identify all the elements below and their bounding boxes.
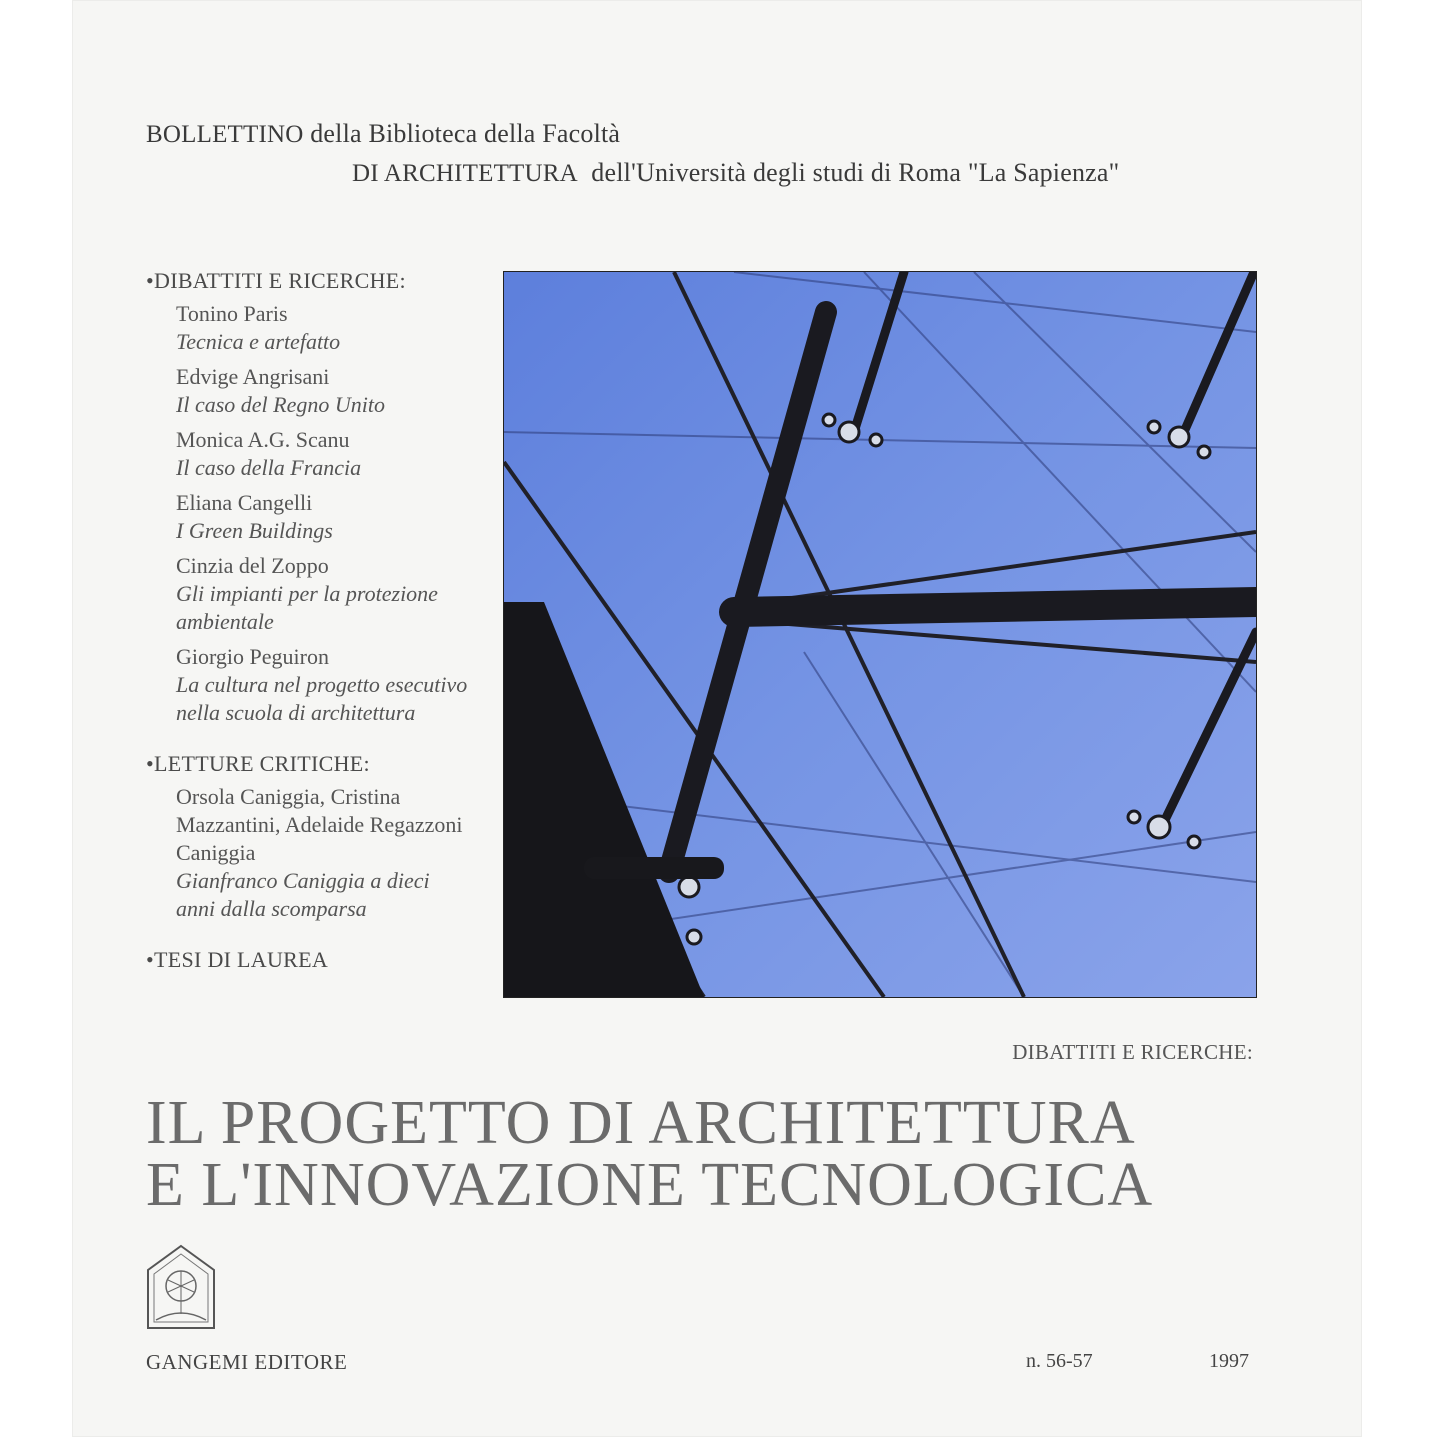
toc-entry [146,426,496,482]
cover-title-line-1: IL PROGETTO DI ARCHITETTURA [146,1089,1136,1157]
toc-article-title: Il caso della Francia [176,455,362,480]
cover-title [146,1089,1266,1219]
bottom-bracket [584,857,724,879]
header-line2-rest: dell'Università degli studi di Roma "La Sapienza" [577,158,1120,187]
toc-section-heading: •LETTURE CRITICHE: [146,751,370,776]
header-faculty: DI ARCHITETTURA [352,160,578,187]
toc-entry [146,300,496,356]
cover-photo-glass-facade [503,271,1257,998]
publication-year: 1997 [1209,1350,1249,1372]
toc-article-title: Gli impianti per la protezione ambientale [176,581,438,634]
toc-author: Eliana Cangelli [176,490,313,515]
cover-title-line-2: E L'INNOVAZIONE TECNOLOGICA [146,1151,1154,1219]
toc-article-title: Il caso del Regno Unito [176,392,385,417]
toc-entry [146,552,496,636]
header-line-2 [146,154,1296,193]
issue-number: n. 56-57 [1026,1350,1093,1372]
table-of-contents [146,266,496,975]
toc-entry [146,489,496,545]
toc-entry [146,363,496,419]
toc-author: Edvige Angrisani [176,364,330,389]
publisher-logo-icon [146,1244,216,1330]
header-bollettino: BOLLETTINO [146,121,304,148]
toc-section-heading: •TESI DI LAUREA [146,947,329,972]
photo-illustration [504,272,1256,997]
toc-author: Giorgio Peguiron [176,644,329,669]
toc-author: Orsola Caniggia, Cristina Mazzantini, Adelaide Regazzoni Caniggia [176,784,463,865]
section-kicker: DIBATTITI E RICERCHE: [1012,1040,1253,1064]
toc-entry [146,643,496,727]
toc-author: Tonino Paris [176,301,288,326]
toc-article-title: Tecnica e artefatto [176,329,341,354]
header-line1-rest: della Biblioteca della Facoltà [303,119,621,148]
toc-article-title: I Green Buildings [176,518,333,543]
toc-article-title: Gianfranco Caniggia a dieci anni dalla scomparsa [176,868,430,921]
toc-entry [146,783,496,923]
publisher-name: GANGEMI EDITORE [146,1350,348,1374]
header-line-1 [146,115,1296,154]
toc-author: Cinzia del Zoppo [176,553,329,578]
toc-section-heading: •DIBATTITI E RICERCHE: [146,268,406,293]
journal-header [146,115,1296,193]
toc-author: Monica A.G. Scanu [176,427,350,452]
toc-article-title: La cultura nel progetto esecutivo nella scuola di architettura [176,672,468,725]
